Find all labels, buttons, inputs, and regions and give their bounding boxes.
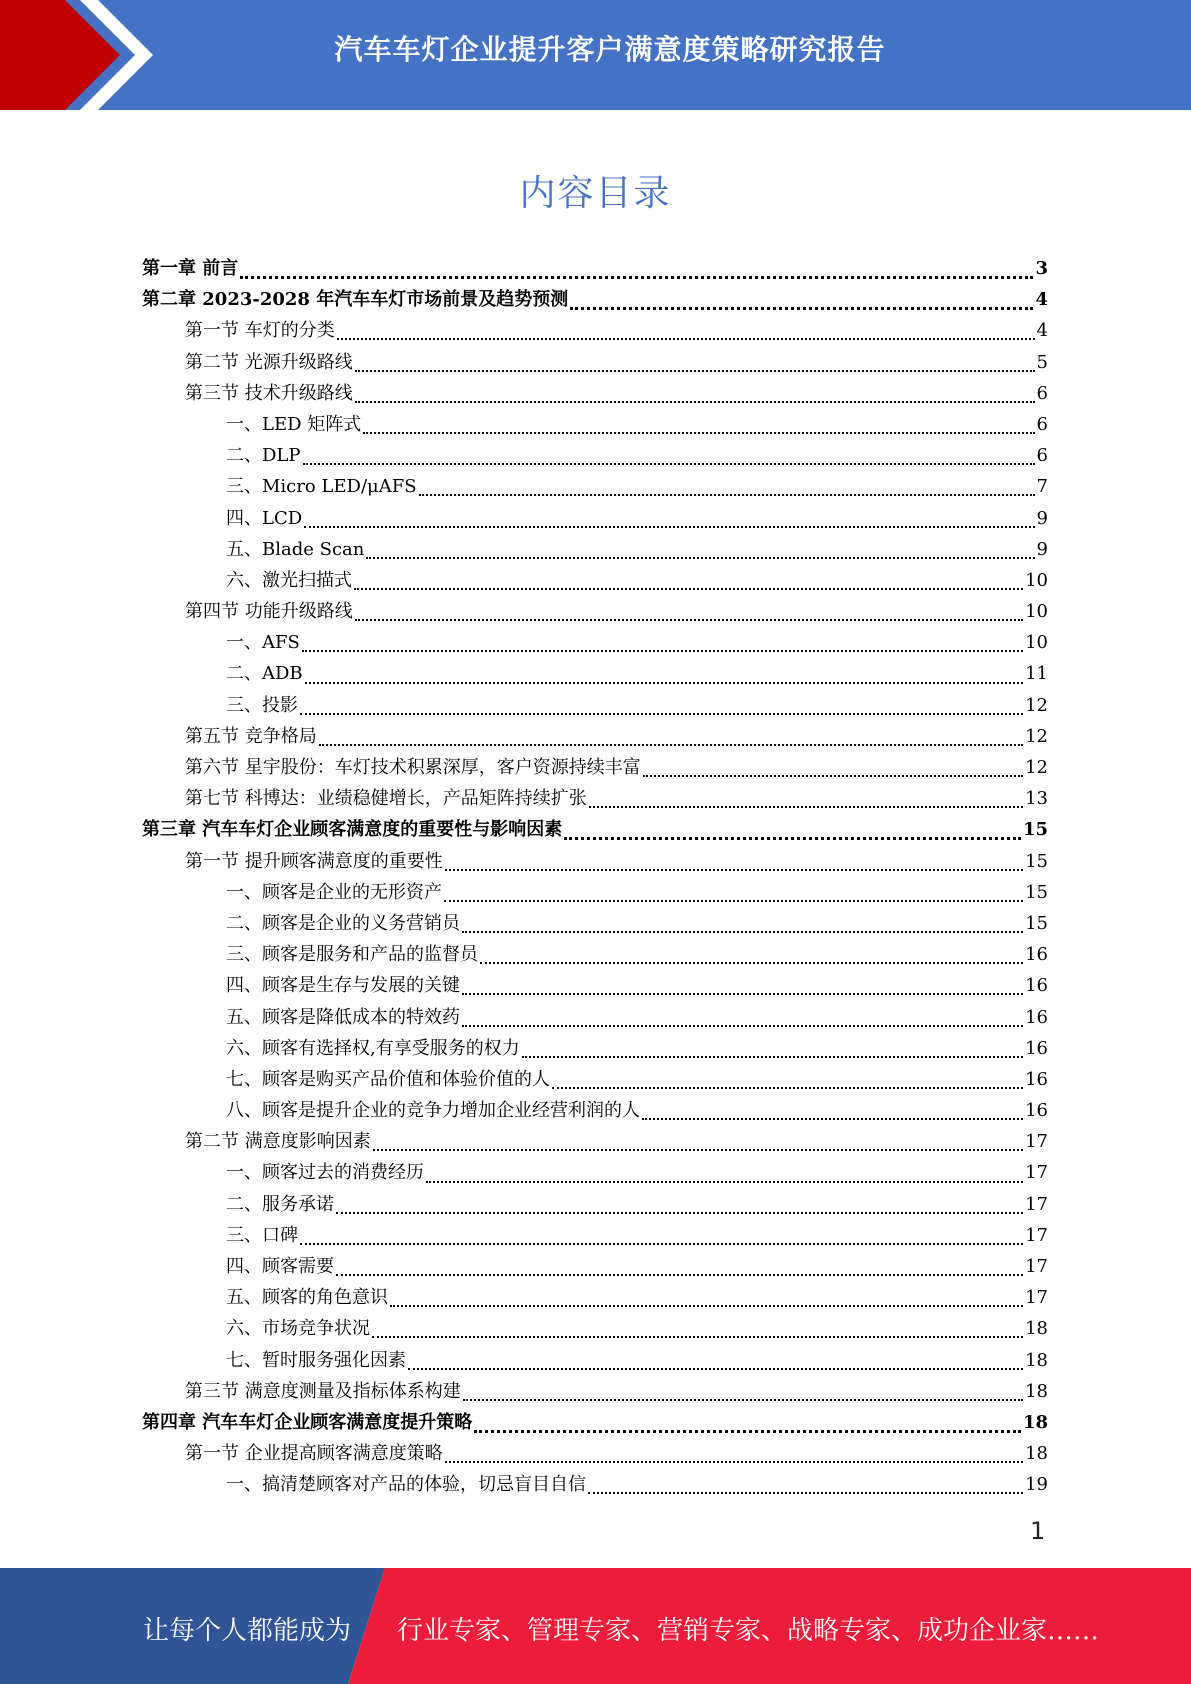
toc-entry-page: 18 [1025, 1443, 1048, 1465]
toc-entry-level-1[interactable] [142, 1407, 1048, 1438]
toc-entry-level-3[interactable] [142, 1282, 1048, 1313]
toc-entry-page: 16 [1025, 1100, 1048, 1122]
toc-dot-leader [474, 1429, 1021, 1433]
toc-entry-label: 三、口碑 [226, 1224, 298, 1246]
toc-entry-level-3[interactable] [142, 1345, 1048, 1376]
toc-entry-level-2[interactable] [142, 315, 1048, 346]
toc-dot-leader [462, 992, 1023, 995]
toc-entry-level-3[interactable] [142, 534, 1048, 565]
toc-entry-level-3[interactable] [142, 1469, 1048, 1500]
toc-entry-label: 第二节 满意度影响因素 [185, 1131, 371, 1153]
toc-dot-leader [319, 743, 1023, 746]
toc-entry-label: 四、顾客需要 [226, 1256, 334, 1277]
toc-dot-leader [643, 774, 1023, 777]
toc-dot-leader [304, 525, 1034, 528]
page-number: 1 [1030, 1517, 1046, 1545]
toc-dot-leader [589, 805, 1023, 808]
toc-entry-label: 六、顾客有选择权,有享受服务的权力 [226, 1037, 520, 1059]
toc-entry-label: 五、Blade Scan [226, 538, 365, 560]
toc-entry-label: 第五节 竞争格局 [185, 725, 317, 747]
toc-entry-label: 七、暂时服务强化因素 [226, 1349, 406, 1371]
toc-entry-label: 第一节 企业提高顾客满意度策略 [185, 1443, 443, 1465]
toc-entry-page: 18 [1025, 1349, 1048, 1371]
toc-entry-level-3[interactable] [142, 939, 1048, 970]
toc-entry-level-3[interactable] [142, 409, 1048, 440]
toc-entry-label: 六、市场竞争状况 [226, 1318, 370, 1340]
toc-dot-leader [355, 369, 1035, 372]
toc-dot-leader [300, 1242, 1023, 1245]
toc-entry-label: 第一节 提升顾客满意度的重要性 [185, 850, 443, 872]
toc-entry-page: 17 [1025, 1131, 1048, 1153]
table-of-contents [142, 253, 1048, 1501]
toc-dot-leader [552, 1086, 1023, 1089]
toc-entry-level-1[interactable] [142, 814, 1048, 845]
toc-entry-level-2[interactable] [142, 1126, 1048, 1157]
toc-dot-leader [300, 712, 1023, 715]
toc-dot-leader [302, 649, 1023, 652]
toc-dot-leader [372, 1335, 1023, 1338]
header-band [0, 0, 1191, 110]
toc-entry-page: 16 [1025, 944, 1048, 966]
toc-entry-page: 17 [1025, 1287, 1048, 1309]
toc-dot-leader [462, 1024, 1023, 1027]
toc-dot-leader [426, 1180, 1023, 1183]
toc-entry-level-3[interactable] [142, 1189, 1048, 1220]
toc-dot-leader [444, 899, 1023, 902]
toc-entry-label: 第四节 功能升级路线 [185, 601, 353, 623]
toc-entry-page: 15 [1022, 819, 1048, 841]
toc-entry-label: 二、ADB [226, 663, 303, 685]
toc-entry-level-3[interactable] [142, 908, 1048, 939]
toc-entry-label: 六、激光扫描式 [226, 569, 352, 591]
toc-entry-level-2[interactable] [142, 347, 1048, 378]
toc-entry-level-3[interactable] [142, 1064, 1048, 1095]
toc-entry-page: 16 [1025, 1037, 1048, 1059]
toc-entry-level-2[interactable] [142, 752, 1048, 783]
toc-dot-leader [462, 930, 1023, 933]
toc-entry-level-3[interactable] [142, 1095, 1048, 1126]
toc-entry-label: 第二节 光源升级路线 [185, 351, 353, 373]
toc-entry-page: 17 [1025, 1162, 1048, 1184]
toc-entry-page: 16 [1025, 975, 1048, 997]
toc-entry-level-3[interactable] [142, 1157, 1048, 1188]
toc-entry-label: 第六节 星宇股份：车灯技术积累深厚，客户资源持续丰富 [185, 757, 641, 778]
toc-entry-level-2[interactable] [142, 721, 1048, 752]
toc-entry-page: 17 [1025, 1224, 1048, 1246]
toc-dot-leader [355, 400, 1035, 403]
toc-entry-page: 16 [1025, 1006, 1048, 1028]
toc-entry-page: 12 [1025, 725, 1048, 747]
toc-entry-level-3[interactable] [142, 440, 1048, 471]
toc-entry-page: 18 [1025, 1380, 1048, 1402]
toc-entry-page: 6 [1036, 445, 1048, 467]
toc-entry-label: 一、顾客是企业的无形资产 [226, 881, 442, 903]
toc-dot-leader [373, 1148, 1023, 1151]
toc-dot-leader [305, 681, 1023, 684]
toc-entry-label: 四、LCD [226, 507, 303, 529]
toc-entry-level-3[interactable] [142, 690, 1048, 721]
toc-entry-level-3[interactable] [142, 970, 1048, 1001]
toc-entry-level-2[interactable] [142, 783, 1048, 814]
toc-entry-page: 3 [1035, 258, 1048, 279]
toc-entry-label: 七、顾客是购买产品价值和体验价值的人 [226, 1068, 550, 1090]
toc-entry-label: 三、投影 [226, 694, 298, 716]
toc-entry-label: 五、顾客是降低成本的特效药 [226, 1006, 460, 1028]
toc-entry-level-2[interactable] [142, 596, 1048, 627]
toc-entry-page: 13 [1025, 788, 1048, 810]
toc-entry-page: 12 [1025, 757, 1048, 778]
toc-entry-label: 一、顾客过去的消费经历 [226, 1162, 424, 1184]
footer-slogan-right: 行业专家、管理专家、营销专家、战略专家、成功企业家…… [397, 1616, 1100, 1646]
toc-entry-page: 10 [1025, 632, 1048, 654]
toc-entry-level-1[interactable] [142, 284, 1048, 315]
toc-entry-label: 二、服务承诺 [226, 1193, 334, 1215]
toc-entry-label: 二、DLP [226, 445, 301, 467]
toc-dot-leader [337, 337, 1035, 340]
toc-entry-page: 11 [1025, 663, 1048, 685]
toc-entry-label: 第三章 汽车车灯企业顾客满意度的重要性与影响因素 [142, 819, 563, 841]
toc-entry-page: 17 [1025, 1256, 1048, 1277]
toc-entry-page: 9 [1036, 507, 1048, 529]
toc-entry-page: 18 [1025, 1318, 1048, 1340]
toc-entry-level-3[interactable] [142, 1251, 1048, 1282]
toc-entry-level-2[interactable] [142, 378, 1048, 409]
toc-entry-level-3[interactable] [142, 1033, 1048, 1064]
toc-dot-leader [419, 493, 1035, 496]
toc-dot-leader [522, 1055, 1023, 1058]
toc-dot-leader [480, 961, 1023, 964]
footer-slogan-left: 让每个人都能成为 [143, 1616, 352, 1646]
toc-entry-page: 4 [1036, 320, 1048, 342]
toc-entry-level-2[interactable] [142, 1376, 1048, 1407]
toc-entry-label: 第四章 汽车车灯企业顾客满意度提升策略 [142, 1411, 473, 1433]
toc-dot-leader [336, 1273, 1023, 1276]
toc-dot-leader [463, 1398, 1023, 1401]
toc-entry-page: 6 [1036, 413, 1048, 435]
toc-entry-label: 二、顾客是企业的义务营销员 [226, 912, 460, 934]
toc-entry-page: 15 [1025, 881, 1048, 903]
toc-entry-label: 一、LED 矩阵式 [226, 413, 362, 435]
toc-entry-label: 三、顾客是服务和产品的监督员 [226, 944, 478, 966]
toc-entry-page: 10 [1025, 569, 1048, 591]
toc-entry-label: 第三节 满意度测量及指标体系构建 [185, 1380, 461, 1402]
toc-entry-label: 第一章 前言 [142, 258, 239, 279]
toc-dot-leader [240, 275, 1033, 279]
toc-entry-page: 10 [1025, 601, 1048, 623]
toc-entry-label: 一、AFS [226, 632, 300, 654]
toc-entry-label: 八、顾客是提升企业的竞争力增加企业经营利润的人 [226, 1100, 640, 1122]
toc-entry-page: 16 [1025, 1068, 1048, 1090]
toc-entry-level-3[interactable] [142, 877, 1048, 908]
toc-dot-leader [336, 1211, 1023, 1214]
toc-entry-page: 15 [1025, 850, 1048, 872]
toc-dot-leader [303, 462, 1035, 465]
report-title: 汽车车灯企业提升客户满意度策略研究报告 [334, 33, 886, 66]
toc-entry-label: 第一节 车灯的分类 [185, 320, 335, 342]
toc-entry-label: 一、搞清楚顾客对产品的体验，切忌盲目自信 [226, 1474, 586, 1496]
toc-entry-label: 第二章 2023-2028 年汽车车灯市场前景及趋势预测 [142, 289, 569, 311]
toc-entry-page: 7 [1036, 476, 1048, 498]
toc-entry-label: 三、Micro LED/μAFS [226, 476, 417, 498]
toc-dot-leader [355, 618, 1023, 621]
toc-entry-page: 19 [1025, 1474, 1048, 1496]
toc-heading: 内容目录 [519, 173, 672, 214]
toc-entry-label: 四、顾客是生存与发展的关键 [226, 975, 460, 997]
toc-entry-level-2[interactable] [142, 1438, 1048, 1469]
toc-dot-leader [390, 1304, 1023, 1307]
toc-dot-leader [642, 1117, 1023, 1120]
toc-entry-label: 第七节 科博达：业绩稳健增长，产品矩阵持续扩张 [185, 788, 587, 810]
toc-dot-leader [564, 836, 1021, 840]
toc-dot-leader [570, 306, 1033, 310]
toc-dot-leader [363, 431, 1034, 434]
toc-dot-leader [588, 1491, 1023, 1494]
toc-entry-page: 18 [1022, 1411, 1048, 1433]
toc-dot-leader [408, 1367, 1023, 1370]
toc-entry-level-3[interactable] [142, 1002, 1048, 1033]
toc-entry-label: 五、顾客的角色意识 [226, 1287, 388, 1309]
toc-entry-level-3[interactable] [142, 565, 1048, 596]
toc-entry-page: 12 [1025, 694, 1048, 716]
toc-entry-page: 9 [1036, 538, 1048, 560]
toc-entry-level-3[interactable] [142, 503, 1048, 534]
footer-band [0, 1568, 1191, 1684]
toc-entry-level-3[interactable] [142, 658, 1048, 689]
toc-entry-page: 5 [1036, 351, 1048, 373]
toc-entry-level-3[interactable] [142, 627, 1048, 658]
toc-dot-leader [445, 1460, 1023, 1463]
toc-entry-level-3[interactable] [142, 1313, 1048, 1344]
toc-dot-leader [354, 587, 1023, 590]
toc-entry-level-3[interactable] [142, 471, 1048, 502]
toc-entry-page: 15 [1025, 912, 1048, 934]
toc-dot-leader [445, 868, 1023, 871]
toc-dot-leader [366, 556, 1034, 559]
toc-entry-label: 第三节 技术升级路线 [185, 382, 353, 404]
toc-entry-page: 17 [1025, 1193, 1048, 1215]
toc-entry-level-3[interactable] [142, 1220, 1048, 1251]
toc-entry-level-1[interactable] [142, 253, 1048, 284]
toc-entry-page: 6 [1036, 382, 1048, 404]
toc-entry-page: 4 [1035, 289, 1048, 311]
toc-entry-level-2[interactable] [142, 846, 1048, 877]
